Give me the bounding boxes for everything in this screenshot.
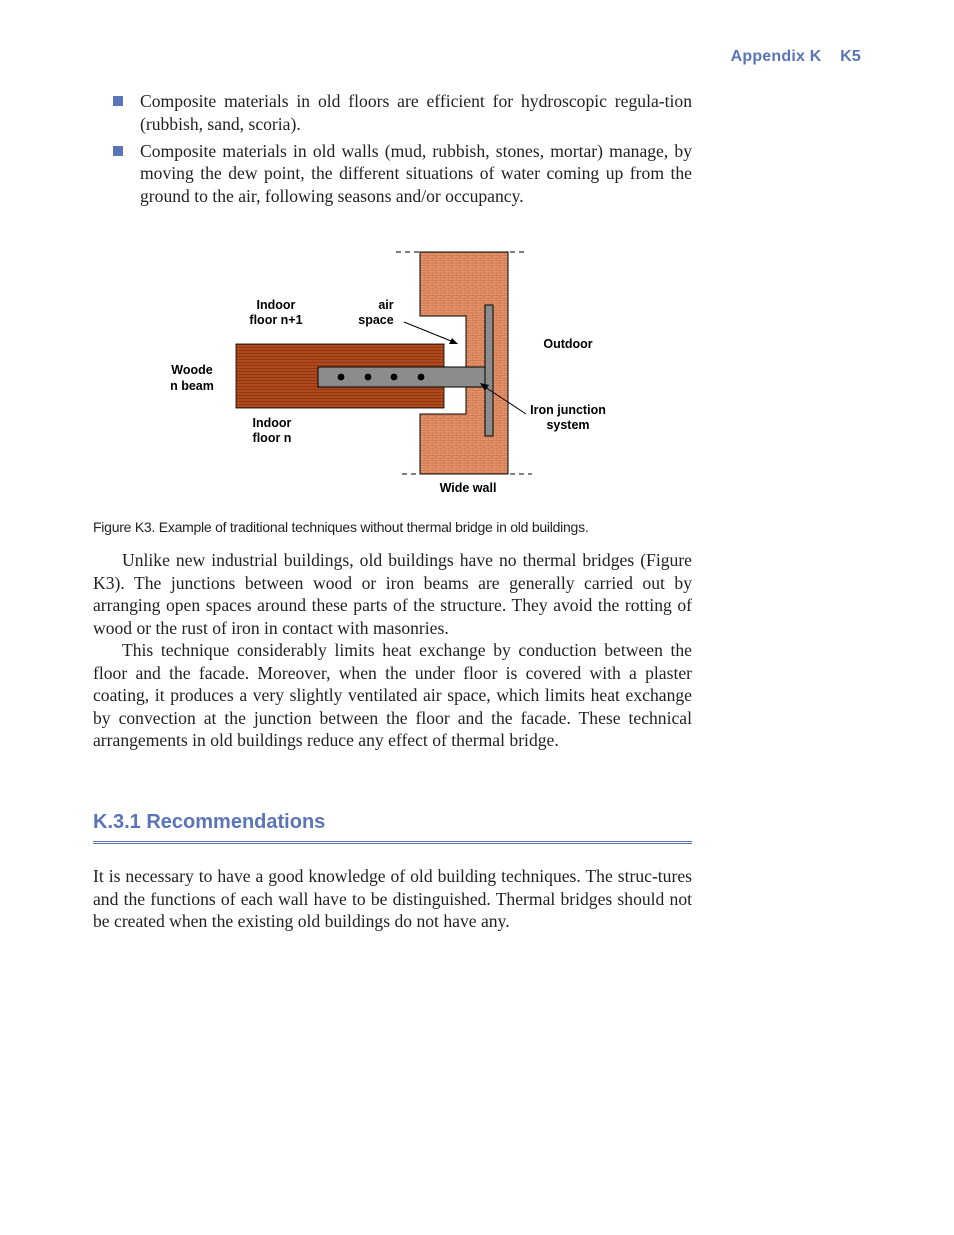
label-indoor-lower: Indoor	[252, 416, 292, 430]
figure-k3	[160, 246, 640, 506]
list-item	[113, 90, 692, 135]
label-iron-junction: Iron junction	[530, 403, 606, 417]
label-outdoor: Outdoor	[543, 337, 593, 351]
label-indoor-upper: floor n+1	[249, 313, 303, 327]
body-text	[93, 549, 692, 752]
bullet-text: Composite materials in old walls (mud, rubbish, stones, mortar) manage, by moving the dew point, the different situations of water coming up from the ground to the air, following seasons and/or occupancy.	[140, 140, 692, 206]
running-head-section: Appendix K	[730, 48, 822, 65]
list-item	[113, 140, 692, 208]
label-wooden-beam: n beam	[170, 379, 214, 393]
bullet-list	[113, 90, 692, 212]
label-iron-junction: system	[546, 418, 590, 432]
iron-junction-plate	[485, 305, 493, 436]
bullet-text: Composite materials in old floors are efficient for hydroscopic regula-tion (rubbish, sand, scoria).	[140, 91, 692, 134]
air-space-arrow	[404, 322, 456, 343]
page-number: K5	[840, 48, 861, 65]
label-wide-wall: Wide wall	[439, 481, 497, 495]
paragraph: This technique considerably limits heat exchange by conduction between the floor and the facade. Moreover, when the under floor is covered with a plaster coating, it produces a very slightly ventilated air space, which limits heat exchange by convection at the junction between the floor and the facade. These technical arrangements in old buildings reduce any effect of thermal bridge.	[93, 640, 692, 750]
running-head	[731, 48, 861, 66]
figure-caption: Figure K3. Example of traditional techniques without thermal bridge in old buildings.	[93, 519, 589, 535]
section-heading: K.3.1 Recommendations	[93, 811, 326, 833]
square-bullet-icon	[113, 96, 123, 106]
bolt	[338, 374, 345, 381]
label-indoor-lower: floor n	[252, 431, 292, 445]
label-air-space: air	[378, 298, 394, 312]
recommendations-text	[93, 865, 692, 933]
thermal-bridge-diagram	[160, 246, 640, 506]
paragraph: It is necessary to have a good knowledge of old building techniques. The struc-tures and the functions of each wall have to be distinguished. Thermal bridges should not be created when the existing old buildings do not have any.	[93, 866, 692, 931]
label-indoor-upper: Indoor	[256, 298, 296, 312]
bolt	[418, 374, 425, 381]
bolt	[365, 374, 372, 381]
paragraph: Unlike new industrial buildings, old buildings have no thermal bridges (Figure K3). The junctions between wood or iron beams are generally carried out by arranging open spaces around these parts of the structure. They avoid the rotting of wood or the rust of iron in contact with masonries.	[93, 550, 692, 638]
bolt	[391, 374, 398, 381]
label-wooden-beam: Woode	[171, 363, 213, 377]
section-divider	[93, 841, 692, 844]
label-air-space: space	[358, 313, 394, 327]
square-bullet-icon	[113, 146, 123, 156]
